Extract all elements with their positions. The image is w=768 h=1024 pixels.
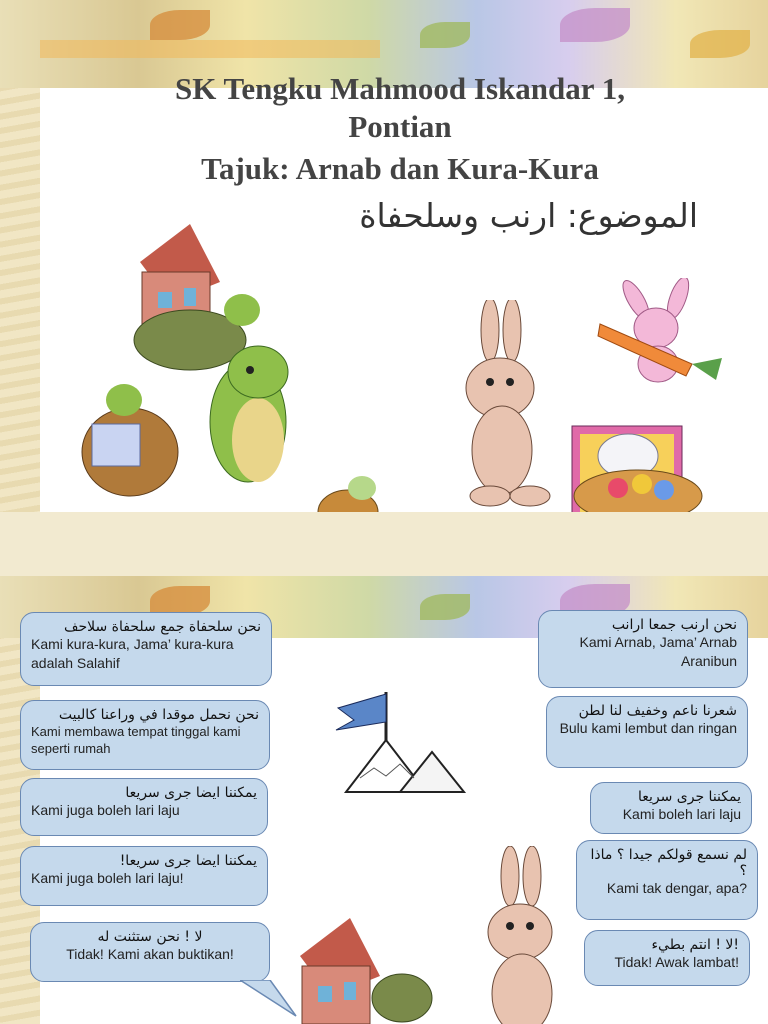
bubble-arabic: نحن ارنب جمعا ارانب (611, 617, 737, 633)
bubble-malay: Kami kura-kura, Jama’ kura-kura adalah Salahif (31, 636, 234, 671)
speech-bubble-rabbit-2 (546, 696, 748, 768)
mountain-flag-clipart (330, 682, 470, 812)
rabbit-carrot-clipart (596, 278, 726, 388)
speech-bubble-turtle-2 (20, 700, 270, 770)
easter-basket-clipart (568, 386, 738, 512)
bubble-malay: Kami tak dengar, apa? (606, 880, 747, 896)
arabic-topic-title: الموضوع: ارنب وسلحفاة (359, 196, 698, 235)
slide-gap (0, 512, 768, 576)
bubble-malay: Bulu kami lembut dan ringan (559, 720, 737, 736)
school-title: SK Tengku Mahmood Iskandar 1, Pontian (175, 71, 625, 144)
bubble-malay: Kami Arnab, Jama’ Arnab Aranibun (579, 634, 737, 669)
bubble-arabic: شعرنا ناعم وخفيف لنا لطن (578, 703, 737, 719)
bubble-arabic: يمكننا جرى سريعا (637, 789, 741, 805)
rabbit-clipart-small (470, 846, 580, 1024)
speech-bubble-rabbit-1 (538, 610, 748, 688)
bubble-malay: Kami membawa tempat tinggal kami seperti rumah (31, 724, 241, 756)
bubble-arabic: يمكننا ايضا جرى سريعا (125, 785, 257, 801)
bubble-malay: Kami boleh lari laju (622, 806, 741, 822)
bubble-arabic: لا ! نحن ستثنت له (97, 929, 203, 945)
bubble-malay: Kami juga boleh lari laju (31, 802, 180, 818)
bubble-arabic: !لا ! انتم بطيء (651, 937, 739, 953)
bubble-arabic: يمكننا ايضا جرى سريعا! (119, 853, 257, 869)
turtle-house-clipart-small (290, 916, 440, 1024)
bubble-malay: Tidak! Kami akan buktikan! (66, 946, 234, 962)
speech-bubble-rabbit-4 (576, 840, 758, 920)
speech-bubble-turtle-4 (20, 846, 268, 906)
dialogue-slide (0, 576, 768, 1024)
speech-bubble-turtle-5 (30, 922, 270, 982)
bubble-arabic: لم نسمع قولكم جيدا ؟ ماذا ؟ (590, 847, 747, 879)
bubble-malay: Tidak! Awak lambat! (614, 954, 739, 970)
speech-bubble-rabbit-3 (590, 782, 752, 834)
speech-bubble-rabbit-5 (584, 930, 750, 986)
topic-title: Tajuk: Arnab dan Kura-Kura (201, 151, 599, 186)
speech-bubble-turtle-3 (20, 778, 268, 836)
bubble-arabic: نحن نحمل موقدا في وراعنا كالبيت (58, 707, 259, 723)
bubble-malay: Kami juga boleh lari laju! (31, 870, 184, 886)
speech-bubble-turtle-1 (20, 612, 272, 686)
rabbit-clipart (450, 300, 560, 510)
bubble-arabic: نحن سلحفاة جمع سلحفاة سلاحف (64, 619, 261, 635)
turtle-house-clipart (80, 222, 380, 512)
